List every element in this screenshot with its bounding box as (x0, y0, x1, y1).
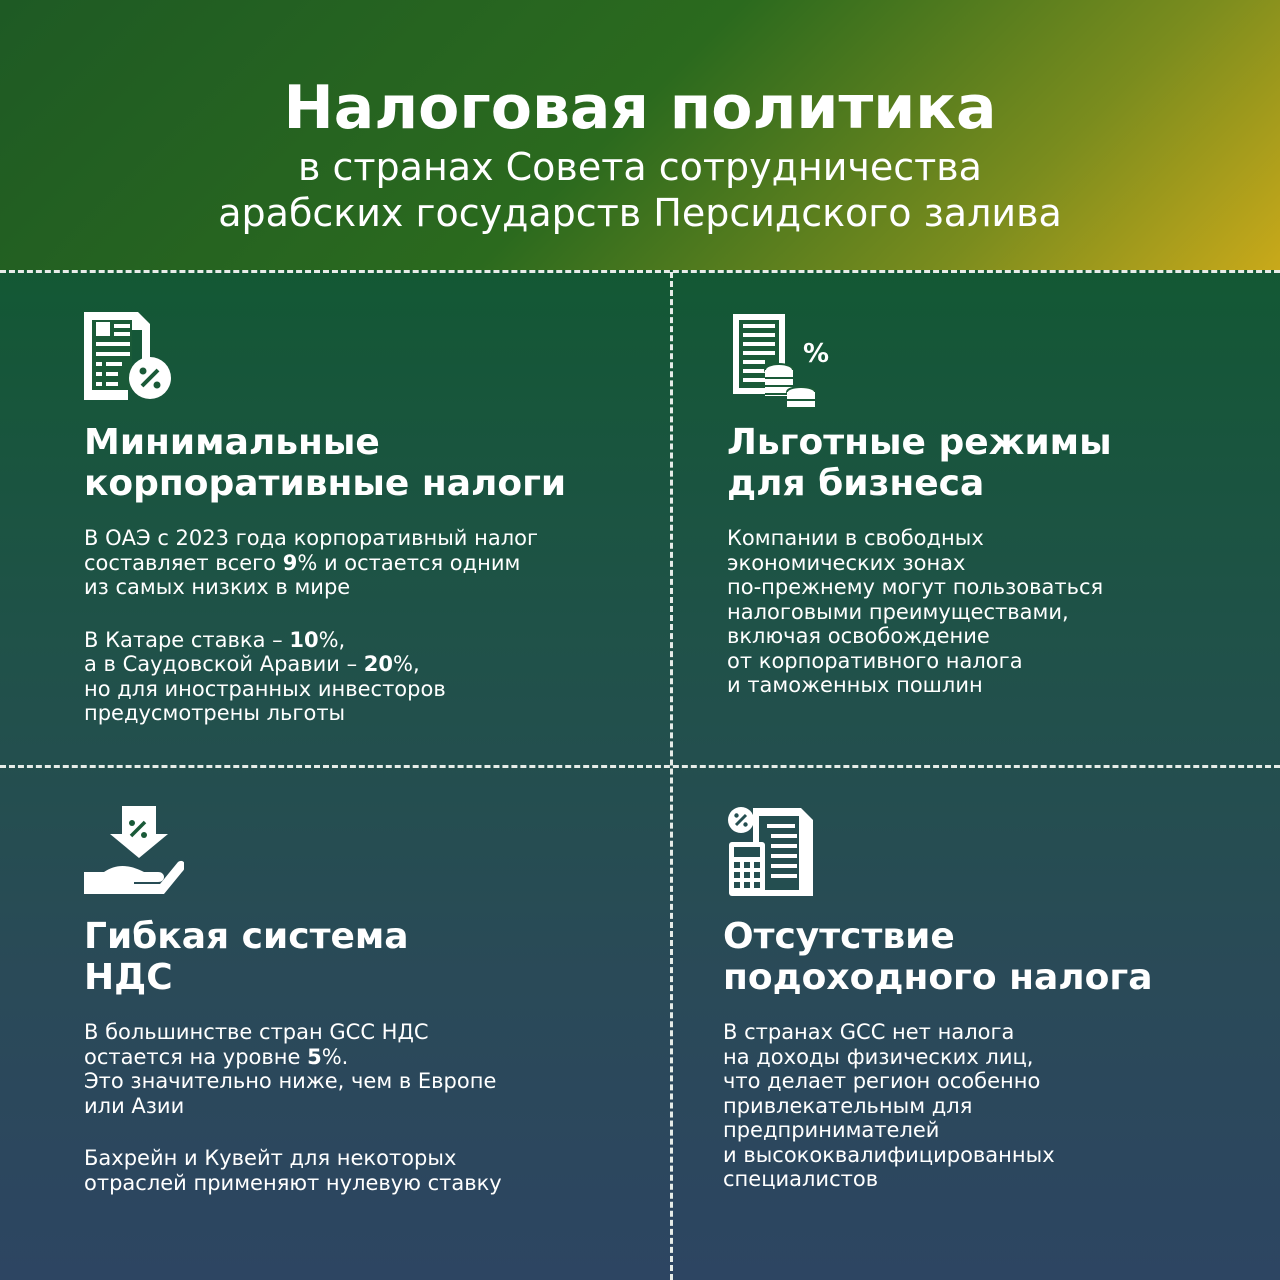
text-line: что делает регион особенно (723, 1069, 1041, 1093)
hand-receive-percent-icon (84, 806, 184, 906)
card-title: Отсутствие подоходного налога (723, 916, 1153, 998)
divider-horizontal (0, 270, 1280, 273)
card-income-tax (723, 806, 1263, 1246)
svg-text:%: % (803, 339, 830, 369)
text-line: В Катаре ставка – 10%, (84, 627, 346, 652)
card-title: Льготные режимы для бизнеса (727, 422, 1112, 504)
text-line: включая освобождение (727, 624, 990, 648)
page-subtitle (0, 144, 1280, 236)
card-paragraph (727, 526, 1103, 698)
text-line: специалистов (723, 1167, 879, 1191)
text-line: и таможенных пошлин (727, 673, 983, 697)
card-body (84, 526, 538, 754)
card-title: Минимальные корпоративные налоги (84, 422, 567, 504)
subtitle-line: в странах Совета сотрудничества (298, 145, 982, 189)
header-banner (0, 0, 1280, 270)
divider-horizontal (0, 765, 1280, 768)
text-line: Это значительно ниже, чем в Европе (84, 1069, 497, 1093)
card-paragraph (84, 1020, 502, 1118)
card-paragraph (723, 1020, 1055, 1192)
card-corporate-tax (84, 312, 654, 752)
card-vat (84, 806, 654, 1246)
text-line: из самых низких в мире (84, 575, 351, 599)
calculator-document-icon (727, 806, 827, 906)
text-line: предусмотрены льготы (84, 701, 346, 725)
text-line: по-прежнему могут пользоваться (727, 575, 1104, 599)
text-line: В ОАЭ с 2023 года корпоративный налог (84, 526, 539, 550)
card-title: Гибкая система НДС (84, 916, 409, 998)
card-paragraph (84, 1146, 502, 1195)
text-line: на доходы физических лиц, (723, 1044, 1034, 1069)
tax-document-percent-icon (84, 312, 184, 412)
page-title: Налоговая политика (283, 73, 997, 143)
card-paragraph (84, 526, 538, 600)
document-coins-percent-icon (731, 312, 831, 412)
text-line: и высококвалифицированных (723, 1142, 1055, 1167)
text-line: а в Саудовской Аравии – 20%, (84, 652, 420, 676)
text-line: В большинстве стран GCC НДС (84, 1020, 429, 1044)
text-line: налоговыми преимуществами, (727, 599, 1069, 624)
divider-vertical (670, 272, 673, 1280)
text-line: но для иностранных инвесторов (84, 676, 446, 701)
card-body (727, 526, 1103, 726)
card-body (723, 1020, 1055, 1220)
subtitle-line: арабских государств Персидского залива (218, 191, 1062, 235)
card-business-regimes (727, 312, 1267, 752)
text-line: Бахрейн и Кувейт для некоторых (84, 1146, 457, 1170)
text-line: отраслей применяют нулевую ставку (84, 1170, 502, 1195)
text-line: остается на уровне 5%. (84, 1044, 349, 1069)
text-line: составляет всего 9% и остается одним (84, 550, 521, 575)
text-line: В странах GCC нет налога (723, 1020, 1015, 1044)
text-line: предпринимателей (723, 1118, 940, 1142)
card-body (84, 1020, 502, 1223)
text-line: или Азии (84, 1093, 185, 1118)
card-paragraph (84, 628, 538, 726)
text-line: экономических зонах (727, 550, 966, 575)
text-line: привлекательным для (723, 1093, 973, 1118)
text-line: от корпоративного налога (727, 648, 1023, 673)
text-line: Компании в свободных (727, 526, 984, 550)
